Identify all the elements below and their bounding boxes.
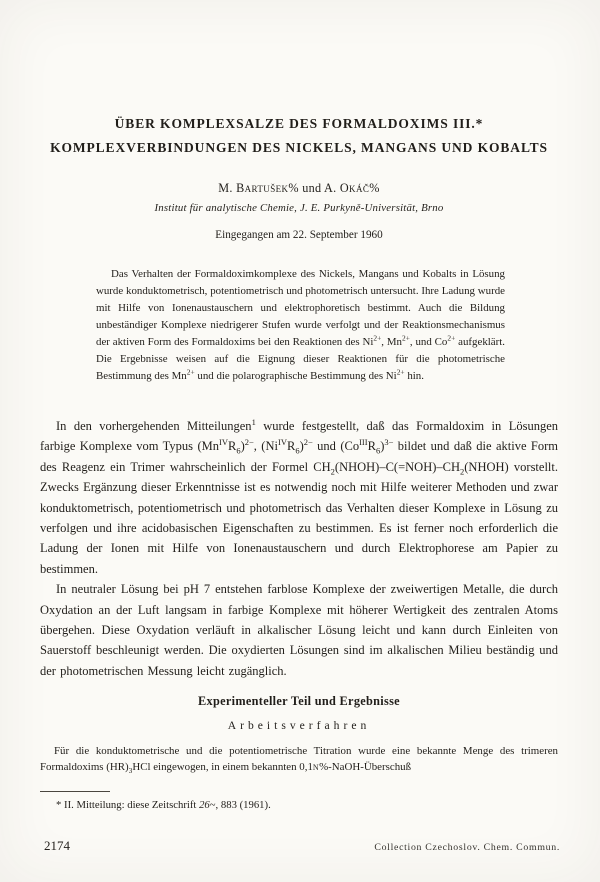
- subsection-heading: Arbeitsverfahren: [227, 719, 371, 733]
- article-body: [40, 416, 558, 775]
- abstract-block: [96, 266, 505, 385]
- section-heading: Experimenteller Teil und Ergebnisse: [198, 694, 400, 709]
- page-footer: [44, 838, 560, 854]
- title-line-2: KOMPLEXVERBINDUNGEN DES NICKELS, MANGANS UND KOBALTS: [50, 140, 548, 155]
- page-number: 2174: [44, 838, 70, 853]
- affiliation: Institut für analytische Chemie, J. E. Purkyně-Universität, Brno: [154, 202, 444, 214]
- authors: M. Bartušek% und A. Okáč%: [218, 181, 380, 195]
- abstract-text: Das Verhalten der Formaldoximkomplexe des Nickels, Mangans und Kobalts in Lösung wurde konduktometrisch, potentiometrisch und photometrisch untersucht. Ihre Ladung wurde mit Hilfe von Ionenaustauschern und elektrophoretisch bestimmt. Auch die Bildung unbeständiger Komplexe niedrigerer Stufen wurde verfolgt und der Reaktionsmechanismus der aktiven Form des Formaldoxims bei den Reaktionen des $Ni^{2+}$, $Mn^{2+}$, und $Co^{2+}$ aufgeklärt. Die Ergebnisse weisen auf die Eignung dieser Reaktionen für die photometrische Bestimmung des $Mn^{2+}$ und die polarographische Bestimmung des $Ni^{2+}$ hin.: [96, 268, 506, 382]
- journal-name: Collection Czechoslov. Chem. Commun.: [374, 842, 560, 853]
- body-paragraph-2: In neutraler Lösung bei pH 7 entstehen farblose Komplexe der zweiwertigen Metalle, die durch Oxydation an der Luft langsam in farbige Komplexe mit höherer Wertigkeit des zentralen Atoms übergehen. Diese Oxydation verläuft in alkalischer Lösung leicht und kann durch Einleiten von Sauerstoff beschleunigt werden. Die oxydierten Lösungen sind im alkalischen Milieu beständig und der photometrischen Messung leicht zugänglich.: [40, 582, 558, 678]
- paper-header: [40, 112, 558, 241]
- footnote-text: * II. Mitteilung: diese Zeitschrift 26~, 883 (1961).: [56, 799, 271, 811]
- footnote-rule: [40, 791, 110, 792]
- paper-title: [40, 112, 558, 160]
- title-line-1: ÜBER KOMPLEXSALZE DES FORMALDOXIMS III.*: [114, 116, 484, 131]
- experimental-paragraph: Für die konduktometrische und die potentiometrische Titration wurde eine bekannte Menge des trimeren Formaldoxims $(HR)_3HCl$ eingewogen, in einem bekannten 0,1n%-NaOH-Überschuß: [40, 745, 558, 776]
- body-paragraph-1: In den vorhergehenden Mitteilungen$^1$ wurde festgestellt, daß das Formaldoxim in Lösungen farbige Komplexe vom Typus $(Mn^{IV}R_6)^{2-}$, $(Ni^{IV}R_6)^{2-}$ und $(Co^{III}R_6)^{3-}$ bildet und daß die aktive Form des Reagenz ein Trimer wahrscheinlich der Formel $CH_2(NHOH)-C(=NOH)-CH_2(NHOH)$ vorstellt. Zwecks Ergänzung dieser Erkenntnisse ist es notwendig noch mit Hilfe weiterer Methoden und zwar konduktometrisch, potentiometrisch und photometrisch das Verhalten dieser Komplexe in Lösung zu verfolgen und ihre acidobasischen Eigenschaften zu bestimmen. Es ist ferner noch erforderlich die Ladung der Ionen mit Hilfe von Ionenaustauschern und durch Elektrophorese am Papier zu bestimmen.: [40, 416, 558, 576]
- received-date: Eingegangen am 22. September 1960: [215, 229, 383, 241]
